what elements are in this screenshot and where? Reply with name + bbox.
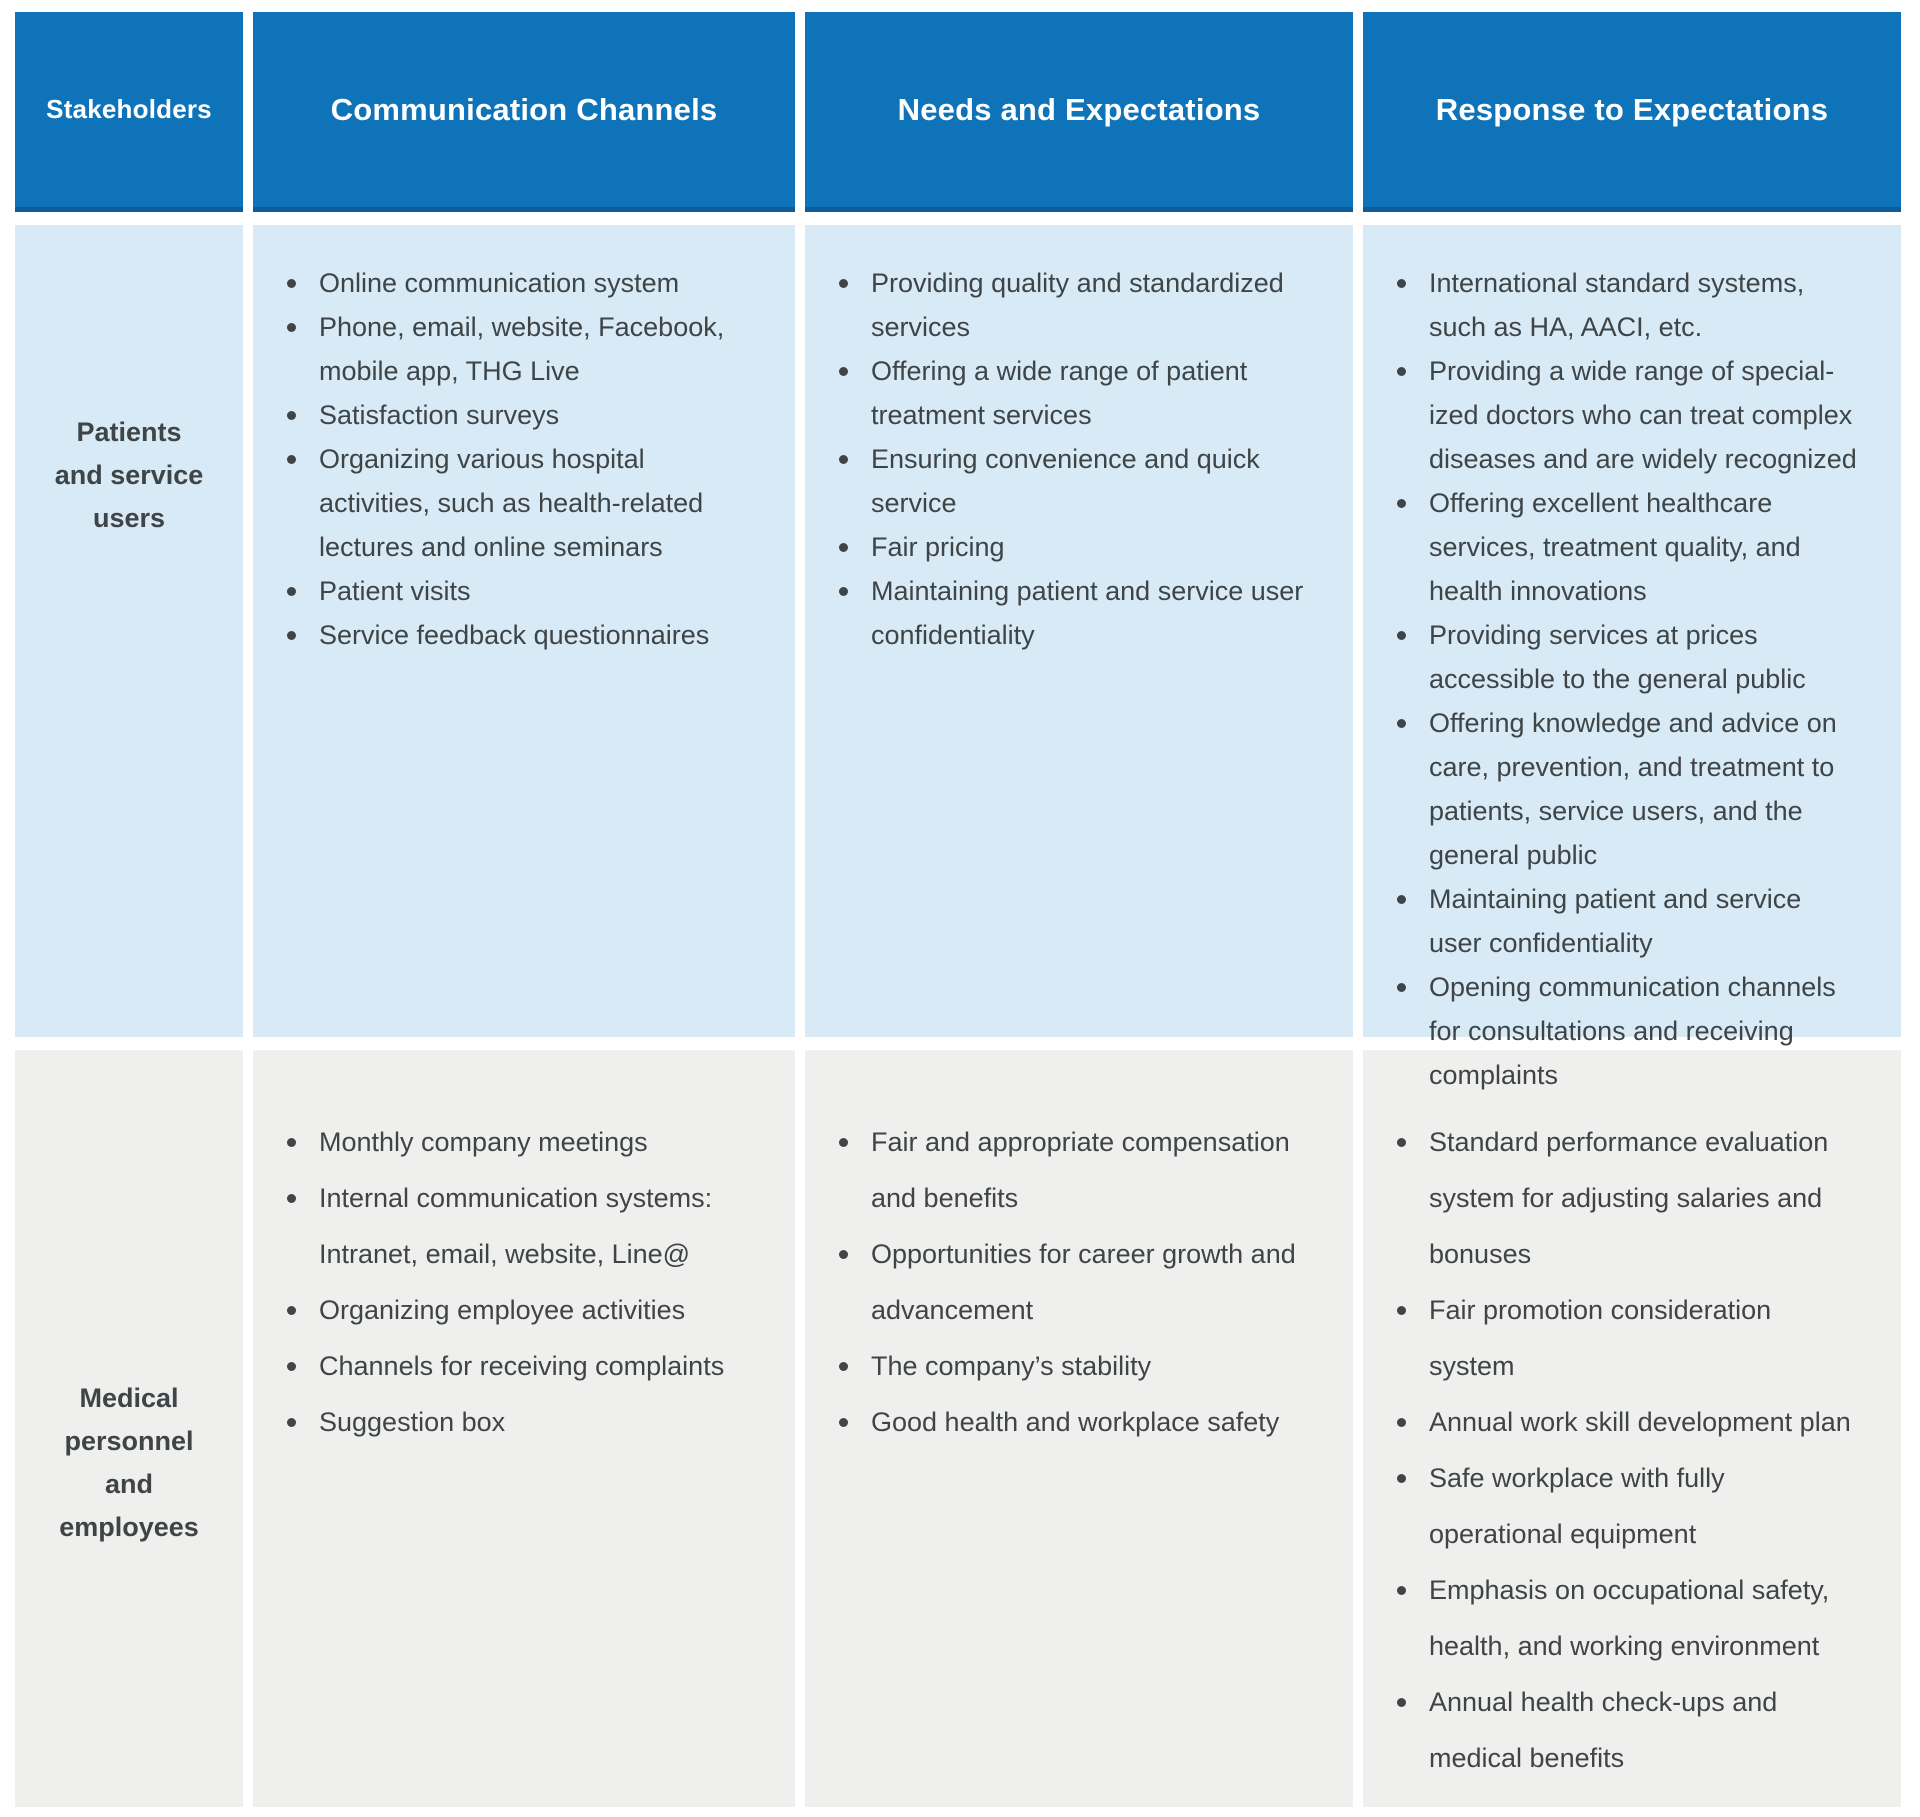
cell-patients-needs-and-expectations bbox=[805, 225, 1353, 1037]
bullet-item: Ensuring convenience and quick service bbox=[835, 437, 1313, 525]
header-label-response-to-expectations: Response to Expectations bbox=[1435, 91, 1829, 127]
stakeholder-engagement-table bbox=[15, 12, 1901, 1807]
stakeholder-label-line: Medical bbox=[79, 1383, 179, 1413]
bullet-item: Providing quality and standardized services bbox=[835, 261, 1313, 349]
stakeholder-label-line: and bbox=[104, 1469, 153, 1499]
header-label-needs-and-expectations: Needs and Expectations bbox=[897, 91, 1261, 127]
bullet-list-patients-needs bbox=[835, 261, 1313, 657]
stakeholder-cell-employees bbox=[15, 1050, 243, 1807]
stakeholder-label-line: employees bbox=[59, 1512, 199, 1542]
bullet-item: Patient visits bbox=[283, 569, 755, 613]
bullet-item: Providing a wide range of specialized doctors who can treat complex diseases and are widely recognized bbox=[1393, 349, 1861, 481]
bullet-item: Maintaining patient and service user confidentiality bbox=[1393, 877, 1861, 965]
header-cell-stakeholders bbox=[15, 12, 243, 212]
bullet-item: Phone, email, website, Facebook, mobile app, THG Live bbox=[283, 305, 755, 393]
bullet-list-employees-channels bbox=[283, 1114, 755, 1450]
header-label-stakeholders: Stakeholders bbox=[46, 94, 212, 124]
cell-patients-communication-channels bbox=[253, 225, 795, 1037]
header-cell-needs-and-expectations bbox=[805, 12, 1353, 212]
bullet-item: Offering a wide range of patient treatment services bbox=[835, 349, 1313, 437]
bullet-item: Fair pricing bbox=[835, 525, 1313, 569]
cell-patients-response-to-expectations bbox=[1363, 225, 1901, 1090]
bullet-list-employees-responses bbox=[1393, 1114, 1861, 1786]
bullet-item: Organizing various hospital activities, such as health-related lectures and online seminars bbox=[283, 437, 755, 569]
bullet-item: Annual work skill development plan bbox=[1393, 1394, 1861, 1450]
bullet-item: Satisfaction surveys bbox=[283, 393, 755, 437]
bullet-item: Annual health check-ups and medical benefits bbox=[1393, 1674, 1861, 1786]
bullet-item: Opening communication channels for consultations and receiving complaints bbox=[1393, 965, 1861, 1097]
header-cell-response-to-expectations bbox=[1363, 12, 1901, 212]
bullet-item: Opportunities for career growth and advancement bbox=[835, 1226, 1313, 1338]
bullet-item: Offering excellent healthcare services, treatment quality, and health innovations bbox=[1393, 481, 1861, 613]
cell-employees-communication-channels bbox=[253, 1050, 795, 1807]
bullet-item: International standard systems, such as HA, AACI, etc. bbox=[1393, 261, 1861, 349]
bullet-list-employees-needs bbox=[835, 1114, 1313, 1450]
bullet-item: Offering knowledge and advice on care, prevention, and treatment to patients, service users, and the general public bbox=[1393, 701, 1861, 877]
stakeholder-label-patients bbox=[15, 411, 243, 540]
bullet-item: Safe workplace with fully operational equipment bbox=[1393, 1450, 1861, 1562]
stakeholder-label-line: personnel bbox=[64, 1426, 194, 1456]
bullet-item: Monthly company meetings bbox=[283, 1114, 755, 1170]
stakeholder-label-line: users bbox=[92, 503, 166, 533]
bullet-item: Service feedback questionnaires bbox=[283, 613, 755, 657]
bullet-item: Suggestion box bbox=[283, 1394, 755, 1450]
bullet-item: Maintaining patient and service user confidentiality bbox=[835, 569, 1313, 657]
header-cell-communication-channels bbox=[253, 12, 795, 212]
bullet-item: Internal communication systems: Intranet, email, website, Line@ bbox=[283, 1170, 755, 1282]
bullet-item: Channels for receiving complaints bbox=[283, 1338, 755, 1394]
bullet-item: Emphasis on occupational safety, health, and working environment bbox=[1393, 1562, 1861, 1674]
bullet-item: Fair and appropriate compensation and benefits bbox=[835, 1114, 1313, 1226]
stakeholder-label-line: and service bbox=[54, 460, 204, 490]
bullet-item: Standard performance evaluation system for adjusting salaries and bonuses bbox=[1393, 1114, 1861, 1282]
bullet-list-patients-responses bbox=[1393, 261, 1861, 1097]
bullet-item: Good health and workplace safety bbox=[835, 1394, 1313, 1450]
cell-employees-needs-and-expectations bbox=[805, 1050, 1353, 1807]
bullet-item: Online communication system bbox=[283, 261, 755, 305]
bullet-list-patients-channels bbox=[283, 261, 755, 657]
bullet-item: Fair promotion consideration system bbox=[1393, 1282, 1861, 1394]
stakeholder-cell-patients bbox=[15, 225, 243, 1037]
header-label-communication-channels: Communication Channels bbox=[330, 91, 718, 127]
cell-employees-response-to-expectations bbox=[1363, 1050, 1901, 1807]
bullet-item: Organizing employee activities bbox=[283, 1282, 755, 1338]
stakeholder-label-employees bbox=[15, 1377, 243, 1549]
stakeholder-label-line: Patients bbox=[76, 417, 182, 447]
bullet-item: Providing services at prices accessible to the general public bbox=[1393, 613, 1861, 701]
bullet-item: The company’s stability bbox=[835, 1338, 1313, 1394]
